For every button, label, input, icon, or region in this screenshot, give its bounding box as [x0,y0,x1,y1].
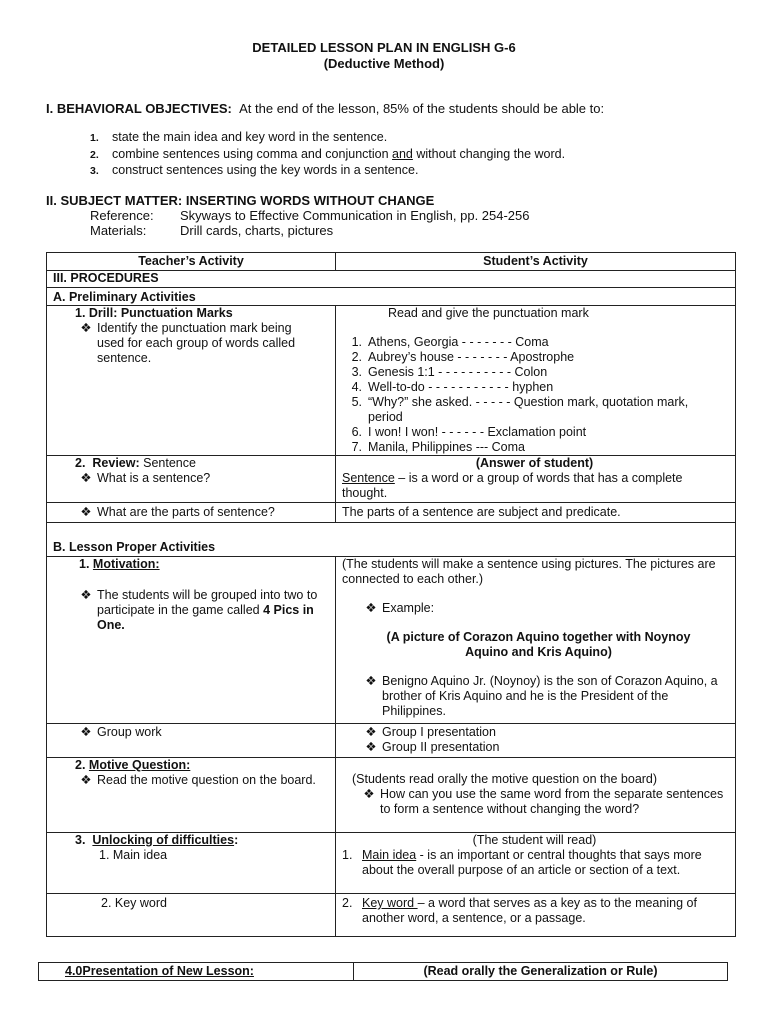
motive-title: 2. Motive Question: [75,758,191,772]
objectives-section [46,101,604,116]
unlock-teacher-cell [47,833,336,894]
diamond-bullet-icon: ❖ [80,471,92,485]
review-teacher-cell [47,456,336,503]
list-item: 5. “Why?” she asked. - - - - - Question mark, quotation mark, period [351,395,689,424]
motive-question: ❖ How can you use the same word from the separate sentences to form a sentence without changing the word? [358,787,727,817]
example-sentence: ❖ Benigno Aquino Jr. (Noynoy) is the son of Corazon Aquino, a brother of Kris Aquino and he is the President of the Philippines. [360,674,727,719]
motivation-teacher-cell [47,557,336,724]
list-item: ❖ Group II presentation [360,740,727,755]
unlock-item: 1. Main idea [99,848,168,862]
procedures-heading: III. PROCEDURES [47,271,736,288]
list-item: 7. Manila, Philippines --- Coma [351,440,526,454]
group-work-teacher-cell: ❖ Group work [47,724,336,758]
parts-teacher-cell: ❖ What are the parts of sentence? [47,503,336,523]
student-column-header: Student’s Activity [336,253,736,271]
subject-heading: II. SUBJECT MATTER: INSERTING WORDS WITHOUT CHANGE [46,193,435,208]
picture-description: (A picture of Corazon Aquino together with Noynoy Aquino and Kris Aquino) [386,630,691,659]
objective-item: 1. state the main idea and key word in the sentence. [90,130,388,144]
materials-line: Materials: Drill cards, charts, pictures [90,223,334,238]
presentation-right: (Read orally the Generalization or Rule) [354,963,728,981]
review-student-cell [336,456,736,503]
diamond-bullet-icon: ❖ [80,773,92,787]
objectives-intro: At the end of the lesson, 85% of the students should be able to: [239,101,605,116]
list-item: 4. Well-to-do - - - - - - - - - - - hyphen [351,380,554,394]
key-word-student-cell [336,894,736,937]
diamond-bullet-icon: ❖ [363,787,375,801]
list-item: ❖ Group I presentation [360,725,727,740]
motive-student-cell [336,758,736,833]
diamond-bullet-icon: ❖ [365,601,377,615]
diamond-bullet-icon: ❖ [80,725,92,739]
preliminary-heading: A. Preliminary Activities [47,288,736,306]
diamond-bullet-icon: ❖ [80,588,92,602]
list-item: 6. I won! I won! - - - - - - Exclamation point [351,425,587,439]
motivation-student-text: (The students will make a sentence using pictures. The pictures are connected to each other.) [342,557,716,586]
diamond-bullet-icon: ❖ [365,725,377,739]
motive-teacher-cell [47,758,336,833]
group-work-student-cell [336,724,736,758]
page-subtitle: (Deductive Method) [323,56,445,71]
key-word-definition: 2. Key word – a word that serves as a key as to the meaning of another word, a sentence, or a passage. [342,896,697,925]
motive-bullet: ❖ Read the motive question on the board. [75,773,329,788]
unlock-student-cell [336,833,736,894]
diamond-bullet-icon: ❖ [80,321,92,335]
drill-student-intro: Read and give the punctuation mark [388,306,589,320]
diamond-bullet-icon: ❖ [365,674,377,688]
main-idea-definition: 1. Main idea - is an important or central thoughts that says more about the overall purpose of an article or section of a text. [342,848,702,877]
diamond-bullet-icon: ❖ [365,740,377,754]
drill-student-cell [336,306,736,456]
motive-student-text: (Students read orally the motive question on the board) [352,772,658,786]
reference-line: Reference: Skyways to Effective Communication in English, pp. 254-256 [90,208,530,223]
lesson-proper-heading: B. Lesson Proper Activities [47,523,736,557]
parts-student-cell: The parts of a sentence are subject and predicate. [336,503,736,523]
motivation-bullet: ❖ The students will be grouped into two to participate in the game called 4 Pics in One. [75,588,329,633]
diamond-bullet-icon: ❖ [80,505,92,519]
objectives-heading: I. BEHAVIORAL OBJECTIVES: [46,101,232,116]
drill-teacher-cell [47,306,336,456]
answer-heading: (Answer of student) [475,456,594,470]
example-label: ❖ Example: [360,601,727,616]
list-item: 3. Genesis 1:1 - - - - - - - - - - Colon [351,365,548,379]
answer-text: Sentence – is a word or a group of words that has a complete thought. [342,471,683,500]
unlock-student-text: (The student will read) [472,833,597,847]
drill-bullet: ❖ Identify the punctuation mark being used for each group of words called sentence. [75,321,335,366]
key-word-teacher-cell: 2. Key word [47,894,336,937]
page-title: DETAILED LESSON PLAN IN ENGLISH G-6 [252,40,516,55]
presentation-table [38,962,728,981]
objective-item: 2. combine sentences using comma and conjunction and without changing the word. [90,147,566,161]
drill-answer-list [346,335,727,455]
list-item: 1. Athens, Georgia - - - - - - - Coma [351,335,549,349]
objective-item: 3. construct sentences using the key words in a sentence. [90,163,419,177]
teacher-column-header: Teacher’s Activity [47,253,336,271]
review-title: 2. Review: Sentence [75,456,196,470]
motivation-title: 1. Motivation: [79,557,160,571]
list-item: 2. Aubrey’s house - - - - - - - Apostrophe [351,350,575,364]
drill-title: 1. Drill: Punctuation Marks [75,306,233,320]
presentation-title: 4.0Presentation of New Lesson: [39,963,354,981]
unlock-title: 3. Unlocking of difficulties: [75,833,239,847]
review-question: ❖ What is a sentence? [75,471,335,486]
motivation-student-cell [336,557,736,724]
procedures-table [46,252,736,937]
